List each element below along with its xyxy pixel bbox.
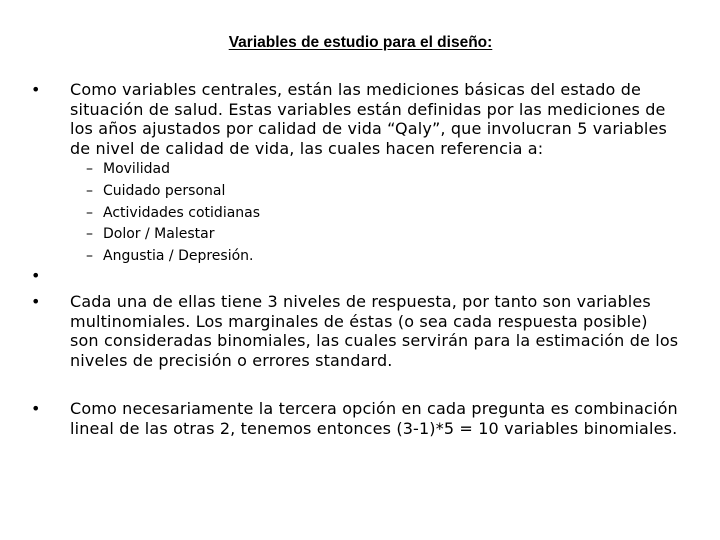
sub-item-angustia-depresion: Angustia / Depresión.	[103, 248, 254, 264]
bullet-marker: •	[31, 399, 41, 418]
sub-item-dash: –	[86, 248, 93, 264]
bullet-marker: •	[31, 80, 41, 99]
sub-item-dolor-malestar: Dolor / Malestar	[103, 226, 215, 242]
slide-title: Variables de estudio para el diseño:	[228, 34, 493, 51]
paragraph-qaly-variables: Como variables centrales, están las mediciones básicas del estado de situación de salud. Estas variables están definidas por las mediciones de los años ajustados por calidad de vida “Qaly”, que involucran 5 variables de nivel de calidad de vida, las cuales hacen referencia a:	[70, 80, 667, 158]
sub-item-dash: –	[86, 161, 93, 177]
sub-item-dash: –	[86, 226, 93, 242]
paragraph-response-levels: Cada una de ellas tiene 3 niveles de respuesta, por tanto son variables multinomiales. Los marginales de éstas (o sea cada respuesta posible) son consideradas binomiales, las cuales servirán para la estimación de los niveles de precisión o errores standard.	[70, 292, 679, 370]
sub-item-actividades-cotidianas: Actividades cotidianas	[103, 205, 261, 221]
bullet-marker: •	[31, 292, 41, 311]
paragraph-binomial-count: Como necesariamente la tercera opción en cada pregunta es combinación lineal de las otras 2, tenemos entonces (3-1)*5 = 10 variables binomiales.	[70, 399, 678, 438]
sub-item-cuidado-personal: Cuidado personal	[103, 183, 226, 199]
sub-item-dash: –	[86, 183, 93, 199]
sub-item-dash: –	[86, 205, 93, 221]
sub-item-movilidad: Movilidad	[103, 161, 170, 177]
empty-bullet-marker: •	[31, 266, 41, 285]
